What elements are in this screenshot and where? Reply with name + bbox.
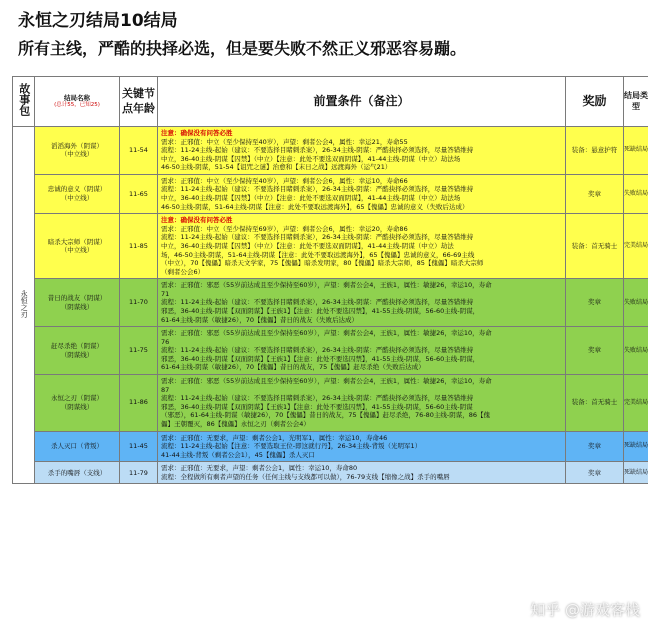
ending-name: 永恒之刃（阴谋） （阴谋线） [35,375,120,431]
header-name-sub: (总计55，已知25) [54,102,100,109]
condition-line: 注意：确保没有问答必胜 [161,216,233,225]
condition-line: 需求：正邪值：无要求，声望：剩者公会1，属性：幸运10，寿命80 [161,464,358,473]
ending-reward: 奖章 [566,279,624,327]
condition-line: 流程：全程做所有剩者声望的任务（任何主线与支线都可以做），76-79支线【缩像之战】杀手的嘴唇 [161,472,450,481]
condition-line: 注意：确保没有问答必胜 [161,129,233,137]
ending-age: 11-85 [120,214,158,279]
condition-line: 需求：正邪值：中立（至少保持至40岁），声望：剩者公会6，属性：幸运10，寿命66 [161,176,408,185]
header-type: 结局类型 [624,77,649,127]
ending-name: 赶尽杀绝（阴谋） （阴谋线） [35,327,120,375]
ending-type: 完美结局 [624,214,649,279]
ending-conditions [158,174,566,213]
ending-name: 暗杀大宗师（阴谋） （中立线） [35,214,120,279]
condition-line: 流程：11-24主线-起始（建议：不要选择目睹刺杀案），26-34主线-阴谋：严酷抉择必须选择，尽量答错维持 [161,394,474,403]
condition-line: 46-50主线-阴谋，51-64主线-阴谋【注意：此处不要取远渡海外】，65【傀儡】忠诚的意义（失败后达成） [161,202,469,211]
ending-type: 死缺结局 [624,462,649,484]
header-age: 关键节点年龄 [120,77,158,127]
ending-reward: 装备：首无骑士 [566,214,624,279]
ending-reward: 装备：首无骑士 [566,375,624,431]
condition-line: 需求：正邪值：邪恶（55岁前达成且至少保持至60岁），声望：剩者公会4，王族1，属性：敏捷26，幸运10，寿命 [161,377,492,386]
table-row [13,431,649,462]
page-subtitle: 所有主线，严酷的抉择必选，但是要失败不然正义邪恶容易蹦。 [18,39,467,58]
condition-line: 邪恶，36-40主线-阴谋【双面阴谋】【王族1】【注意：此处不要选囚禁】，41-55主线-阴谋，56-60主线-阴谋， [161,306,480,315]
ending-reward: 装备：悬意护符 [566,127,624,175]
table-row [13,375,649,431]
ending-reward: 奖章 [566,431,624,462]
ending-name: 滔滔海外（阴谋） （中立线） [35,127,120,175]
ending-type: 失败结局 [624,327,649,375]
ending-type: 失败结局 [624,174,649,213]
condition-line: 需求：正邪值：中立（至少保持至69岁），声望：剩者公会6，属性：幸运20，寿命86 [161,224,408,233]
table-header-row [13,77,649,127]
condition-line: 流程：11-24主线-起始（建议：不要选择目睹刺杀案），26-34主线-阴谋：严酷抉择必须选择，尽量答错维持 [161,146,474,155]
ending-type: 完美结局 [624,375,649,431]
ending-type: 失败结局 [624,279,649,327]
ending-age: 11-54 [120,127,158,175]
ending-age: 11-86 [120,375,158,431]
ending-age: 11-65 [120,174,158,213]
condition-line: （剩者公会6） [161,267,205,276]
ending-age: 11-70 [120,279,158,327]
ending-conditions [158,127,566,175]
watermark: 知乎 @游戏客栈 [530,601,640,619]
condition-line: （邪恶），61-64主线-阴谋（敏捷26），70【傀儡】昔日的战友，75【傀儡】赶尽杀绝，76-80主线-阴谋，86【傀 [161,411,491,420]
story-pack-label: 永恒之刃 [20,289,29,318]
table-row [13,279,649,327]
condition-line: 流程：11-24主线-起始（建议：不要选择目睹刺杀案），26-34主线-阴谋：严酷抉择必须选择，尽量答错维持 [161,185,474,194]
condition-line: 流程：11-24主线-起始（建议：不要选择目睹刺杀案），26-34主线-阴谋：严酷抉择必须选择，尽量答错维持 [161,233,474,242]
ending-conditions [158,462,566,484]
condition-line: 46-50主线-阴谋，51-54【诅咒之谜】治愈和【末日之战】远渡海外（运气21） [161,163,392,172]
ending-age: 11-75 [120,327,158,375]
ending-age: 11-45 [120,431,158,462]
condition-line: 流程：11-24主线-起始（建议：不要选择目睹刺杀案），26-34主线-阴谋：严酷抉择必须选择，尽量答错维持 [161,298,474,307]
ending-type: 死缺结局 [624,431,649,462]
condition-line: 场，46-50主线-阴谋，51-64主线-阴谋【注意：此处不要取远渡海外】，65【傀儡】忠诚的意义，66-69主线 [161,250,475,259]
condition-line: 流程：11-24主线-起始【注意：不要选取王位-即这就行丹】，26-34主线-背叛（光明军1） [161,442,422,451]
table-row [13,174,649,213]
header-name-label: 结局名称 [64,93,90,102]
condition-line: 需求：正邪值：邪恶（55岁前达成且至少保持至60岁），声望：剩者公会4，王族1，属性：敏捷26，幸运10，寿命 [161,281,492,290]
ending-conditions [158,327,566,375]
table-row [13,462,649,484]
ending-name: 杀人灭口（背叛） [35,431,120,462]
condition-line: 流程：11-24主线-起始（建议：不要选择目睹刺杀案），26-34主线-阴谋：严酷抉择必须选择，尽量答错维持 [161,346,474,355]
condition-line: 61-64主线-阴谋（敏捷26），70【傀儡】昔日的战友（失败后达成） [161,315,359,324]
table-row [13,127,649,175]
condition-line: 邪恶，36-40主线-阴谋【双面阴谋】【王族1】【注意：此处不要选囚禁】，41-55主线-阴谋，56-60主线-阴谋 [161,402,473,411]
table-row [13,214,649,279]
condition-line: 需求：正邪值：无要求，声望：剩者公会1，光明军1，属性：幸运10，寿命46 [161,433,388,442]
ending-reward: 奖章 [566,174,624,213]
condition-line: 中立，36-40主线-阴谋【囚禁】（中立）【注意：此处不要选双面阴谋】，41-44主线-阴谋（中立）劫法场 [161,194,461,203]
endings-table [12,76,648,484]
ending-age: 11-79 [120,462,158,484]
ending-conditions [158,431,566,462]
header-cond: 前置条件（备注） [158,77,566,127]
condition-line: 41-44主线-背叛（剩者公会1），45【傀儡】杀人灭口 [161,450,315,459]
condition-line: 87 [161,385,170,394]
condition-line: 中立，36-40主线-阴谋【囚禁】（中立）【注意：此处不要选双面阴谋】，41-44主线-阴谋（中立）劫法 [161,241,454,250]
ending-conditions [158,375,566,431]
condition-line: （中立），70【傀儡】暗杀天文学家，75【傀儡】暗杀发明家，80【傀儡】暗杀大宗师，85【傀儡】暗杀大宗师 [161,259,484,268]
condition-line: 61-64主线-阴谋（敏捷26），70【傀儡】昔日的战友，75【傀儡】赶尽杀绝（失败后达成） [161,363,425,372]
ending-reward: 奖章 [566,327,624,375]
condition-line: 儡】王朝覆灭，86【傀儡】永恒之刃（剩者公会4） [161,419,310,428]
condition-line: 需求：正邪值：邪恶（55岁前达成且至少保持至60岁），声望：剩者公会4，王族1，属性：敏捷26，幸运10，寿命 [161,329,492,338]
ending-name: 昔日的战友（阴谋） （阴谋线） [35,279,120,327]
table-row [13,327,649,375]
header-pack: 故事包 [13,77,35,127]
endings-table-image [12,76,648,626]
page-title: 永恒之刃结局10结局 [18,11,178,31]
ending-conditions [158,214,566,279]
condition-line: 邪恶，36-40主线-阴谋【双面阴谋】【王族1】【注意：此处不要选囚禁】，41-55主线-阴谋，56-60主线-阴谋， [161,354,480,363]
ending-conditions [158,279,566,327]
header-reward: 奖励 [566,77,624,127]
condition-line: 76 [161,337,170,346]
ending-name: 杀手的嘴唇（支线） [35,462,120,484]
ending-name: 忠诚的意义（阴谋） （中立线） [35,174,120,213]
ending-type: 死缺结局 [624,127,649,175]
condition-line: 71 [161,289,170,298]
ending-reward: 奖章 [566,462,624,484]
header-name [35,77,120,127]
condition-line: 中立，36-40主线-阴谋【囚禁】（中立）【注意：此处不要选双面阴谋】，41-44主线-阴谋（中立）劫法场 [161,154,461,163]
story-pack-cell [13,127,35,484]
condition-line: 需求：正邪值：中立（至少保持至40岁），声望：剩者公会4，属性：幸运21，寿命55 [161,137,408,146]
